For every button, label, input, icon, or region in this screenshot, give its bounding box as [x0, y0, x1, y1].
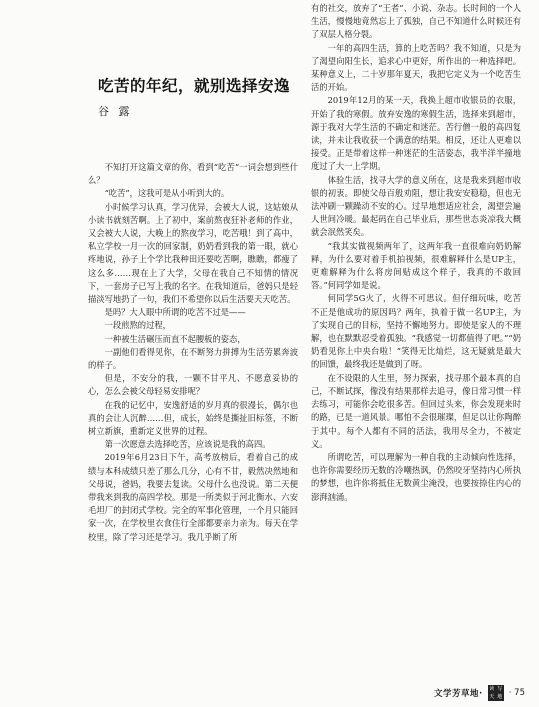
paragraph: 2019年12月的某一天，我换上超市收银员的衣服，开始了我的寒假。放弃安逸的寒假生活，选择来到超市，源于我对大学生活的不确定和迷茫。苦行僧一般的高四复读，并未让我收获一个满意的结果。相反，还让人更难以接受。正是带着这样一种迷茫的生活姿态，我半洋半撞地度过了大一上学期。	[311, 95, 521, 172]
paragraph: 在我的记忆中，安逸舒适的岁月真的很漫长，偶尔也真的会让人沉醉……但，成长，始终是撕扯旧标签，不断树立新旗，重新定义世界的过程。	[88, 399, 298, 437]
paragraph: 在不设限的人生里，努力探索，找寻那个最本真的自己，不断试探，像没有结果那样去追寻，像日常习惯一样去练习，可能你会吃很多苦。但回过头来，你会发现来时的路，已是一道风景。哪怕不会很璀璨，但足以让你陶醉于其中。每个人都有不同的活法，我用尽全力，不被定义。	[311, 372, 521, 449]
logo-char: 写	[497, 686, 503, 692]
page-number: · 75	[508, 688, 525, 698]
paragraph: 一年的高四生活，算的上吃苦吗？我不知道，只是为了渴望向阳生长，追求心中更好，所作出的一种选择吧。某种意义上，二十岁那年夏天，我把它定义为一个吃苦生活的开始。	[311, 42, 521, 93]
paragraph: 不知打开这篇文章的你，看到“吃苦”一词会想到些什么？	[88, 162, 298, 186]
paragraph: 小时候学习认真，学习优异，会被大人说，这姑娘从小读书就刻苦啊。上了初中，案前熬夜狂补老师的作业，又会被大人说，大晚上的熬夜学习，吃苦哦！到了高中，私立学校一月一次的回家制，奶奶看到我的第一眼，就心疼地说，孙子上个学比我种田还要吃苦啊，瞧瞧，都瘦了这么多……现在上了大学，父母在我自己不知情的情况下，一套房子已写上我的名字。在我知道后，爸妈只是轻描淡写地扔了一句，我们不希望你以后生活要天天吃苦。	[88, 201, 298, 305]
paragraph: 体验生活，找寻大学的意义所在，这是我来到超市收银的初衷。即使父母百般劝阻，想让我安安稳稳，但也无法冲刷一颗躁动不安的心。过早地想适应社会，渴望尝遍人世间冷暖。最起码在自己毕业后，那些世态炎凉我大概就会泯然笑矣。	[311, 174, 521, 238]
paragraph: 但是，不安分的我，一颗不甘平凡、不愿意妥协的心，怎么会被父母轻易安排呢？	[88, 373, 298, 397]
page-footer	[434, 685, 525, 701]
paragraph: 一段煎熬的过程，	[104, 320, 171, 331]
right-column	[311, 2, 521, 504]
paragraph: 何同学5G火了，火得不可思议。但仔细玩味，吃苦不正是他成功的原因吗？两年，执着于做一名UP主，为了实现自己的目标，坚持不懈地努力。即使是家人的不理解，也在默默忍受着孤独。“我感觉一切都值得了吧。”“奶奶看见你上中央台啦！”笑得无比灿烂，这无疑就是最大的回馈，最终我还是做到了呀。	[311, 293, 521, 370]
page-number-value: 75	[514, 688, 525, 698]
paragraph: 第一次愿意去选择吃苦，应该说是我的高四。	[104, 439, 271, 450]
journal-name: 文学芳草地·	[434, 689, 483, 699]
logo-char: 天	[489, 694, 495, 700]
logo-char: 读	[489, 686, 495, 692]
paragraph: “吃苦”，这我可是从小听到大的。	[104, 188, 230, 199]
paragraph: 一副他们看得见你，在不断努力拼搏为生活劳累奔波的样子。	[88, 346, 298, 371]
journal-logo-icon	[488, 685, 504, 701]
article-title: 吃苦的年纪，就别选择安逸	[98, 77, 291, 95]
paragraph: 2019年6月23日下午，高考放榜后，看着自己的成绩与本科成绩只差了那么几分，心有不甘，毅然决然地和父母说，爸妈，我要去复读。父母什么也没说。第二天便带我来到我的高四学校。那是一所类似于河北衡水、六安毛坦厂的封闭式学校。完全的军事化管理，一个月只能回家一次，在学校里衣食住行全部都要亲力亲为。每天在学校里，除了学习还是学习。我几乎断了所	[88, 452, 298, 542]
paragraph: 是吗？大人眼中所谓的吃苦不过是——	[104, 307, 246, 318]
left-column	[88, 155, 298, 544]
paragraph: 所谓吃苦，可以理解为一种自我的主动倾向性选择，也许你需要经历无数的冷嘲热讽，仍然咬牙坚持内心所执的梦想，也许你将抵住无数黄尘淹没，也要按捺住内心的澎湃汹涌。	[311, 451, 521, 502]
paragraph: 有的社交，放弃了“王者”、小说、杂志。长时间的一个人生活，慢慢地竟然忘上了孤独，自己不知道什么时候还有了双层人格分裂。	[311, 3, 521, 40]
article-author: 谷 露	[98, 105, 133, 118]
paragraph: “我其实做视频两年了，这两年我一直很难向奶奶解释，为什么要对着手机拍视频，很难解释什么是UP主，更难解释为什么将房间贴成这个样子，我真的不敢回答。”何同学如是说。	[311, 240, 521, 291]
paragraph: 一种被生活碾压而直不起腰板的姿态，	[104, 333, 246, 344]
logo-char: 地	[497, 694, 503, 700]
